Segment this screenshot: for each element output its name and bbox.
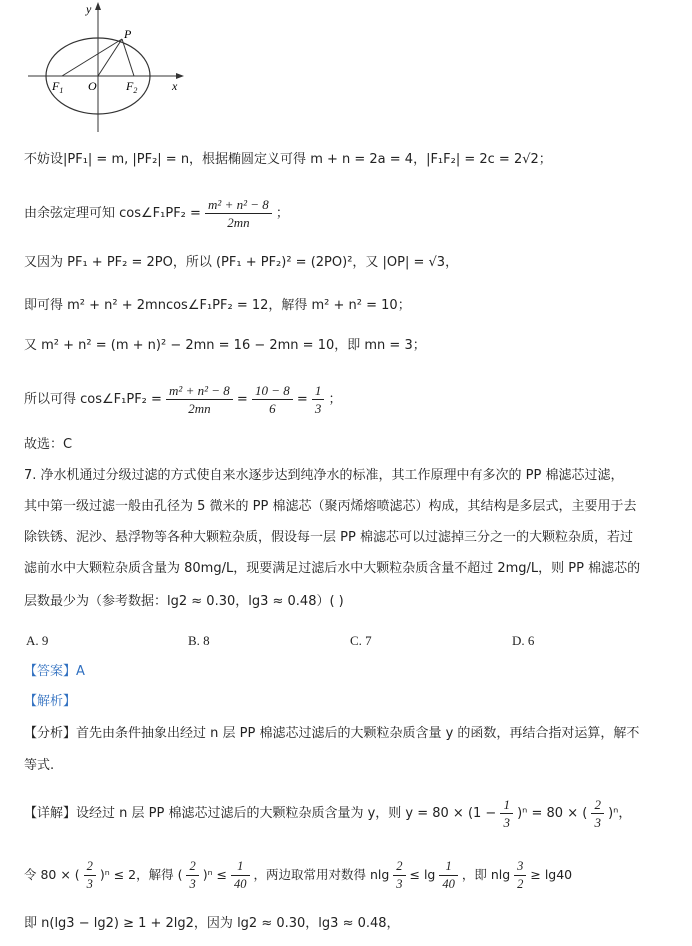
line-6: 所以可得 cos∠F₁PF₂ = $\frac{\text{m² + n² − 8}}{2mn}$ = $\frac{10 - 8}{6}$ = $\frac{1}{3}$ ； <box>24 383 342 416</box>
fraction: $\frac{2}{3}$ <box>591 796 604 831</box>
fraction: $\frac{3}{2}$ <box>514 858 526 893</box>
question-line-4: 滤前水中大颗粒杂质含量为 80mg/L，现要满足过滤后水中大颗粒杂质含量不超过 2mg/L，则 PP 棉滤芯的 <box>24 561 641 576</box>
option-d[interactable]: D. 6 <box>512 633 535 648</box>
question-line-3: 除铁锈、泥沙、悬浮物等各种大颗粒杂质，假设每一层 PP 棉滤芯可以过滤掉三分之一的大颗粒杂质，若过 <box>24 530 633 545</box>
segment-pf1 <box>62 39 122 76</box>
fraction: $\frac{1}{40}$ <box>231 858 250 893</box>
answer-choice-line: 故选：C <box>24 437 73 452</box>
line-1: 不妨设|PF₁| = m, |PF₂| = n，根据椭圆定义可得 m + n = 2a = 4，|F₁F₂| = 2c = 2√2； <box>24 152 552 167</box>
fraction: $\frac{10 - 8}{6}$ <box>252 382 293 417</box>
line-5: 又 m² + n² = (m + n)² − 2mn = 16 − 2mn = 10，即 mn = 3； <box>24 338 426 353</box>
option-b[interactable]: B. 8 <box>188 633 210 648</box>
fraction: $\frac{2}{3}$ <box>186 858 198 893</box>
line-2: 由余弦定理可知 cos∠F₁PF₂ = $\frac{\text{m² + n² − 8}}{2mn}$ ； <box>24 197 289 230</box>
ling-line: 令 80 × ( $\frac{2}{3}$ )ⁿ ≤ 2，解得 ( $\frac{2}{3}$ )ⁿ ≤ $\frac{1}{40}$ ，两边取常用对数得 nlg $\frac{2}{3}$ ≤ lg $\frac{1}{40}$ ，即 nlg $\frac{3}{2}$ ≥ lg40 <box>24 859 573 891</box>
line-4: 即可得 m² + n² + 2mncos∠F₁PF₂ = 12，解得 m² + n² = 10； <box>24 298 411 313</box>
label-f2: $F_2$ <box>126 79 138 95</box>
fraction: $\frac{\text{m² + n² − 8}}{2mn}$ <box>205 196 272 231</box>
y-axis-arrow <box>95 2 101 10</box>
answer-label: 【答案】A <box>24 664 85 679</box>
analysis-label: 【解析】 <box>24 694 77 709</box>
fraction: $\frac{1}{3}$ <box>312 382 325 417</box>
segment-op <box>98 39 122 76</box>
label-y: y <box>86 2 92 16</box>
line-3: 又因为 PF₁ + PF₂ = 2PO，所以 (PF₁ + PF₂)² = (2PO)²，又 |OP| = √3， <box>24 255 459 270</box>
ellipse-figure <box>20 0 220 135</box>
fraction: $\frac{2}{3}$ <box>84 858 96 893</box>
label-x: x <box>172 79 178 93</box>
fraction: $\frac{1}{40}$ <box>439 858 458 893</box>
last-line: 即 n(lg3 − lg2) ≥ 1 + 2lg2，因为 lg2 ≈ 0.30，lg3 ≈ 0.48， <box>24 916 400 931</box>
fenxi-line-1: 【分析】首先由条件抽象出经过 n 层 PP 棉滤芯过滤后的大颗粒杂质含量 y 的函数，再结合指对运算，解不 <box>24 726 640 741</box>
xiangjie-line: 【详解】设经过 n 层 PP 棉滤芯过滤后的大颗粒杂质含量为 y，则 y = 80 × (1 − $\frac{1}{3}$ )ⁿ = 80 × ( $\frac{2}{3}$ )ⁿ， <box>24 797 632 830</box>
fraction: $\frac{1}{3}$ <box>500 796 513 831</box>
question-line-1: 7. 净水机通过分级过滤的方式使自来水逐步达到纯净水的标准，其工作原理中有多次的 PP 棉滤芯过滤， <box>24 468 624 483</box>
fraction: $\frac{2}{3}$ <box>393 858 405 893</box>
question-line-2: 其中第一级过滤一般由孔径为 5 微米的 PP 棉滤芯（聚丙烯熔喷滤芯）构成，其结构是多层式，主要用于去 <box>24 499 637 514</box>
label-o: O <box>88 79 97 93</box>
label-p: P <box>124 27 132 41</box>
option-a[interactable]: A. 9 <box>26 633 49 648</box>
fraction: $\frac{\text{m² + n² − 8}}{2mn}$ <box>166 382 233 417</box>
option-c[interactable]: C. 7 <box>350 633 372 648</box>
fenxi-line-2: 等式. <box>24 758 55 773</box>
question-line-5: 层数最少为（参考数据：lg2 ≈ 0.30，lg3 ≈ 0.48）( ) <box>24 594 344 609</box>
label-f1: $F_1$ <box>52 79 64 95</box>
